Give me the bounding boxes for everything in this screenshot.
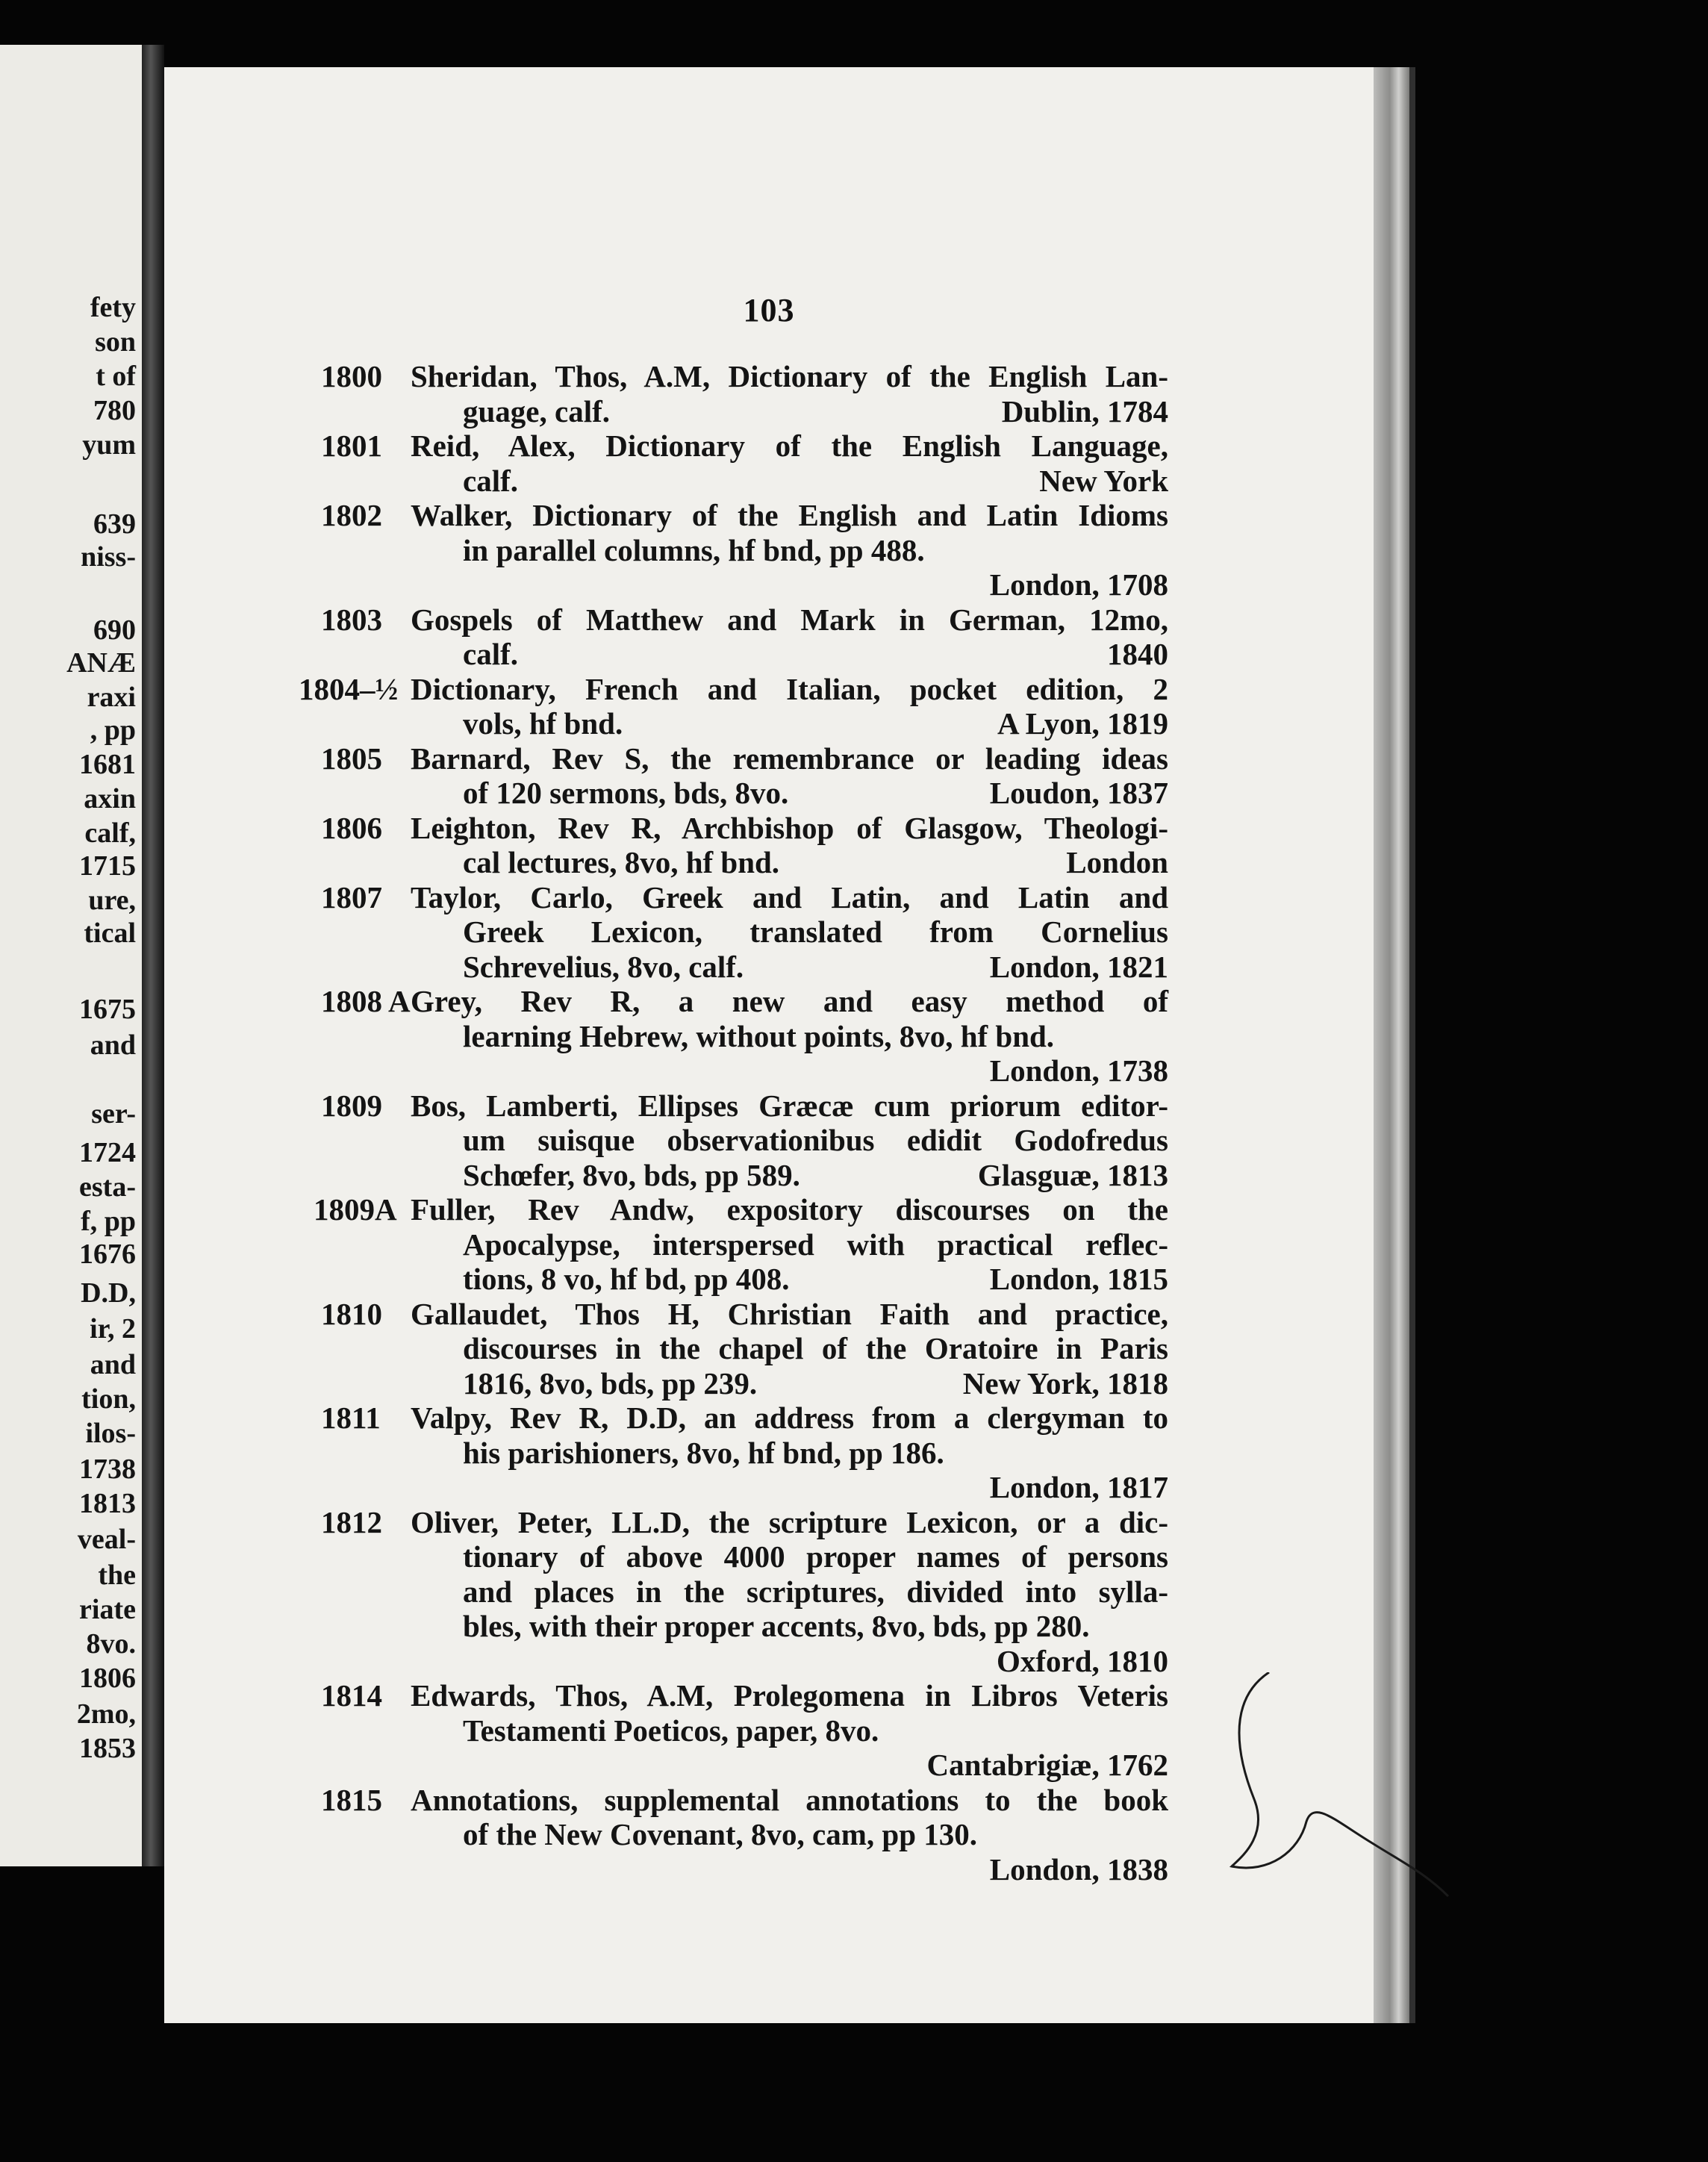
entry-imprint: London, 1821 xyxy=(989,949,1168,984)
entry-text-line: Edwards, Thos, A.M, Prolegomena in Libros Veteris xyxy=(411,1678,1168,1713)
entry-text-line: Apocalypse, interspersed with practical reflec- xyxy=(463,1227,1168,1262)
left-fragment: and xyxy=(90,1029,136,1061)
entry-number: 1803 xyxy=(321,602,382,637)
entry-text-line: bles, with their proper accents, 8vo, bds, pp 280. xyxy=(463,1609,1090,1643)
entry-imprint: London, 1738 xyxy=(989,1053,1168,1088)
entry-number: 1810 xyxy=(321,1296,382,1331)
left-fragment: ure, xyxy=(88,885,136,916)
left-fragment: ANÆ xyxy=(66,647,136,679)
page-number: 103 xyxy=(743,292,795,328)
entry-number: 1806 xyxy=(321,810,382,845)
left-fragment: 8vo. xyxy=(86,1628,136,1660)
entry-text-line: his parishioners, 8vo, hf bnd, pp 186. xyxy=(463,1435,944,1470)
entry-text-line: Oliver, Peter, LL.D, the scripture Lexicon, or a dic- xyxy=(411,1504,1168,1539)
entry-number: 1807 xyxy=(321,879,382,915)
entry-text-line: Gallaudet, Thos H, Christian Faith and practice, xyxy=(411,1296,1168,1331)
entry-imprint: London xyxy=(1066,845,1168,879)
left-fragment: 1813 xyxy=(79,1488,136,1519)
entry-imprint: Glasguæ, 1813 xyxy=(977,1157,1168,1192)
entry-text-line: 1816, 8vo, bds, pp 239. xyxy=(463,1365,758,1401)
left-fragment: tical xyxy=(84,918,136,949)
entry-text-line: Dictionary, French and Italian, pocket edition, 2 xyxy=(411,671,1168,706)
entry-number: 1800 xyxy=(321,359,382,393)
left-fragment: calf, xyxy=(84,817,136,849)
entry-imprint: London, 1838 xyxy=(989,1851,1168,1887)
book-page xyxy=(164,67,1374,2023)
handwritten-squiggle-mark xyxy=(1224,1672,1463,1941)
catalogue-entries xyxy=(164,67,1374,2023)
entry-number: 1802 xyxy=(321,498,382,532)
entry-imprint: Dublin, 1784 xyxy=(1001,393,1168,429)
entry-imprint: London, 1708 xyxy=(989,567,1168,602)
entry-text-line: Greek Lexicon, translated from Cornelius xyxy=(463,915,1168,949)
entry-text-line: cal lectures, 8vo, hf bnd. xyxy=(463,845,780,879)
entry-text-line: guage, calf. xyxy=(463,393,610,429)
left-fragment: esta- xyxy=(79,1171,136,1203)
entry-number: 1804–½ xyxy=(299,671,399,706)
entry-imprint: 1840 xyxy=(1107,637,1168,671)
left-fragment: t of xyxy=(96,361,136,392)
left-fragment: 1676 xyxy=(79,1239,136,1270)
left-fragment: 690 xyxy=(93,614,136,646)
entry-number: 1814 xyxy=(321,1678,382,1713)
left-fragment: son xyxy=(95,326,136,358)
entry-text-line: Walker, Dictionary of the English and Latin Idioms xyxy=(411,498,1168,532)
left-facing-page xyxy=(0,45,142,1866)
entry-text-line: Schœfer, 8vo, bds, pp 589. xyxy=(463,1157,800,1192)
entry-text-line: of 120 sermons, bds, 8vo. xyxy=(463,776,789,810)
entry-text-line: Fuller, Rev Andw, expository discourses on the xyxy=(411,1192,1168,1227)
left-fragment: D.D, xyxy=(81,1277,136,1309)
left-fragment: ilos- xyxy=(85,1418,136,1449)
left-fragment: tion, xyxy=(81,1383,136,1415)
entry-text-line: of the New Covenant, 8vo, cam, pp 130. xyxy=(463,1817,977,1851)
entry-text-line: Leighton, Rev R, Archbishop of Glasgow, Theologi- xyxy=(411,810,1168,845)
left-fragment: ir, 2 xyxy=(90,1313,136,1345)
entry-text-line: Gospels of Matthew and Mark in German, 12mo, xyxy=(411,602,1168,637)
left-fragment: niss- xyxy=(81,541,136,573)
entry-imprint: Cantabrigiæ, 1762 xyxy=(926,1748,1168,1782)
entry-number: 1801 xyxy=(321,429,382,463)
entry-number: 1809 xyxy=(321,1088,382,1123)
entry-text-line: Schrevelius, 8vo, calf. xyxy=(463,949,744,984)
entry-imprint: New York, 1818 xyxy=(962,1365,1168,1401)
entry-text-line: Sheridan, Thos, A.M, Dictionary of the English Lan- xyxy=(411,359,1168,393)
left-fragment: riate xyxy=(79,1594,136,1625)
left-fragment: fety xyxy=(90,292,136,323)
entry-text-line: Annotations, supplemental annotations to the book xyxy=(411,1782,1168,1817)
left-fragment: ser- xyxy=(91,1098,136,1130)
left-fragment: 780 xyxy=(93,395,136,426)
entry-imprint: London, 1817 xyxy=(989,1470,1168,1504)
left-fragment: 1715 xyxy=(79,850,136,882)
left-fragment: f, pp xyxy=(81,1206,136,1237)
left-fragment: 639 xyxy=(93,508,136,540)
entry-text-line: Grey, Rev R, a new and easy method of xyxy=(411,984,1168,1018)
entry-text-line: tions, 8 vo, hf bd, pp 408. xyxy=(463,1262,790,1296)
left-fragment: veal- xyxy=(77,1524,136,1555)
left-fragment: , pp xyxy=(90,714,136,746)
entry-text-line: Testamenti Poeticos, paper, 8vo. xyxy=(463,1713,879,1748)
entry-number: 1812 xyxy=(321,1504,382,1539)
left-fragment: 2mo, xyxy=(76,1698,136,1730)
entry-text-line: tionary of above 4000 proper names of persons xyxy=(463,1539,1168,1574)
entry-imprint: London, 1815 xyxy=(989,1262,1168,1296)
entry-text-line: and places in the scriptures, divided into sylla- xyxy=(463,1574,1168,1609)
entry-number: 1808 A xyxy=(321,984,411,1018)
left-fragment: the xyxy=(98,1560,136,1591)
entry-text-line: vols, hf bnd. xyxy=(463,706,623,741)
entry-text-line: um suisque observationibus edidit Godofredus xyxy=(463,1123,1168,1157)
entry-text-line: Barnard, Rev S, the remembrance or leading ideas xyxy=(411,741,1168,776)
left-fragment: 1675 xyxy=(79,994,136,1025)
left-fragment: 1724 xyxy=(79,1137,136,1168)
entry-imprint: Oxford, 1810 xyxy=(996,1643,1168,1678)
left-fragment: and xyxy=(90,1349,136,1380)
entry-text-line: in parallel columns, hf bnd, pp 488. xyxy=(463,532,925,567)
entry-text-line: calf. xyxy=(463,463,518,498)
entry-number: 1805 xyxy=(321,741,382,776)
left-fragment: 1681 xyxy=(79,749,136,780)
left-fragment: 1853 xyxy=(79,1733,136,1764)
entry-number: 1809A xyxy=(314,1192,397,1227)
left-fragment: 1738 xyxy=(79,1454,136,1485)
left-fragment: axin xyxy=(84,783,136,814)
book-gutter xyxy=(142,45,164,1866)
entry-imprint: A Lyon, 1819 xyxy=(997,706,1168,741)
entry-number: 1811 xyxy=(321,1401,381,1435)
entry-imprint: Loudon, 1837 xyxy=(989,776,1168,810)
entry-number: 1815 xyxy=(321,1782,382,1817)
entry-text-line: Valpy, Rev R, D.D, an address from a clergyman to xyxy=(411,1401,1168,1435)
entry-text-line: calf. xyxy=(463,637,518,671)
entry-text-line: Taylor, Carlo, Greek and Latin, and Latin and xyxy=(411,879,1168,915)
entry-text-line: Reid, Alex, Dictionary of the English Language, xyxy=(411,429,1168,463)
entry-text-line: learning Hebrew, without points, 8vo, hf bnd. xyxy=(463,1018,1055,1053)
left-fragment: raxi xyxy=(87,682,136,713)
left-fragment: 1806 xyxy=(79,1663,136,1694)
left-fragment: yum xyxy=(82,429,136,461)
entry-text-line: Bos, Lamberti, Ellipses Græcæ cum priorum editor- xyxy=(411,1088,1168,1123)
entry-imprint: New York xyxy=(1039,463,1168,498)
entry-text-line: discourses in the chapel of the Oratoire in Paris xyxy=(463,1331,1168,1365)
